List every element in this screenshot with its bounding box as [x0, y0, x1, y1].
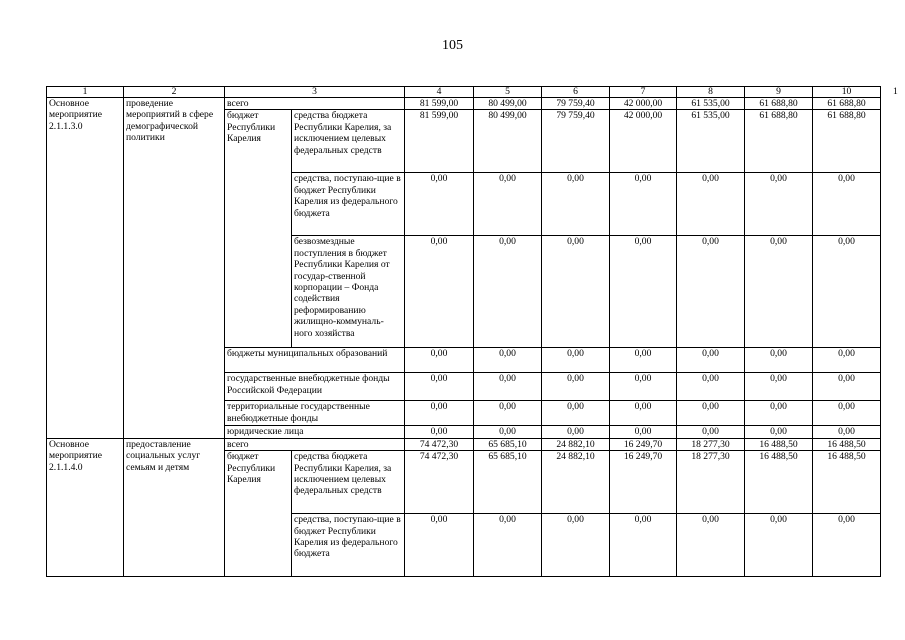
budget-group-label: бюджет Республики Карелия	[225, 451, 292, 577]
amount-cell: 0,00	[474, 173, 542, 236]
amount-cell: 74 472,30	[405, 451, 474, 514]
budget-group-label: бюджет Республики Карелия	[225, 110, 292, 348]
total-row	[47, 98, 881, 110]
funding-source-label: всего	[225, 438, 405, 450]
amount-cell: 0,00	[677, 514, 745, 577]
amount-cell: 0,00	[610, 401, 677, 426]
amount-cell: 80 499,00	[474, 110, 542, 173]
amount-cell: 0,00	[813, 401, 881, 426]
amount-cell: 0,00	[745, 426, 813, 438]
funding-subsource-label: средства бюджета Республики Карелия, за исключением целевых федеральных средств	[292, 110, 405, 173]
amount-cell: 80 499,00	[474, 98, 542, 110]
amount-cell: 0,00	[474, 401, 542, 426]
amount-cell: 0,00	[542, 173, 610, 236]
amount-cell: 0,00	[745, 514, 813, 577]
amount-cell: 0,00	[610, 348, 677, 373]
amount-cell: 61 535,00	[677, 98, 745, 110]
amount-cell: 0,00	[405, 173, 474, 236]
amount-cell: 0,00	[745, 236, 813, 348]
amount-cell: 0,00	[542, 401, 610, 426]
amount-cell: 0,00	[813, 348, 881, 373]
column-header: 3	[225, 87, 405, 98]
amount-cell: 79 759,40	[542, 110, 610, 173]
amount-cell: 0,00	[745, 401, 813, 426]
amount-cell: 0,00	[405, 514, 474, 577]
page-number: 105	[442, 38, 463, 53]
amount-cell: 61 688,80	[745, 110, 813, 173]
header-row	[47, 87, 881, 98]
amount-cell: 16 488,50	[813, 438, 881, 450]
amount-cell: 0,00	[813, 426, 881, 438]
budget-table	[46, 86, 881, 577]
funding-subsource-label: безвозмездные поступления в бюджет Республики Карелия от государ-ственной корпорации – Фонда содействия реформированию жилищно-коммуналь-ного хозяйства	[292, 236, 405, 348]
amount-cell: 0,00	[610, 514, 677, 577]
amount-cell: 0,00	[405, 401, 474, 426]
amount-cell: 74 472,30	[405, 438, 474, 450]
amount-cell: 0,00	[677, 348, 745, 373]
funding-subsource-label: средства, поступаю-щие в бюджет Республики Карелия из федерального бюджета	[292, 514, 405, 577]
funding-subsource-label: средства бюджета Республики Карелия, за исключением целевых федеральных средств	[292, 451, 405, 514]
amount-cell: 61 688,80	[813, 98, 881, 110]
column-header: 8	[677, 87, 745, 98]
column-header: 1	[47, 87, 124, 98]
amount-cell: 18 277,30	[677, 438, 745, 450]
amount-cell: 16 488,50	[813, 451, 881, 514]
amount-cell: 16 249,70	[610, 451, 677, 514]
amount-cell: 61 688,80	[745, 98, 813, 110]
activity-code: Основное мероприятие 2.1.1.3.0	[47, 98, 124, 439]
column-header: 6	[542, 87, 610, 98]
amount-cell: 42 000,00	[610, 110, 677, 173]
amount-cell: 24 882,10	[542, 451, 610, 514]
amount-cell: 0,00	[405, 373, 474, 401]
amount-cell: 0,00	[610, 173, 677, 236]
activity-name: проведение мероприятий в сфере демографической политики	[124, 98, 225, 439]
amount-cell: 0,00	[677, 373, 745, 401]
amount-cell: 0,00	[677, 426, 745, 438]
amount-cell: 0,00	[405, 348, 474, 373]
amount-cell: 24 882,10	[542, 438, 610, 450]
amount-cell: 0,00	[677, 173, 745, 236]
amount-cell: 16 488,50	[745, 451, 813, 514]
amount-cell: 81 599,00	[405, 110, 474, 173]
amount-cell: 0,00	[542, 373, 610, 401]
amount-cell: 0,00	[610, 236, 677, 348]
amount-cell: 0,00	[542, 514, 610, 577]
amount-cell: 16 488,50	[745, 438, 813, 450]
column-header: 7	[610, 87, 677, 98]
funding-source-label: государственные внебюджетные фонды Российской Федерации	[225, 373, 405, 401]
amount-cell: 0,00	[474, 426, 542, 438]
amount-cell: 0,00	[542, 348, 610, 373]
column-header: 4	[405, 87, 474, 98]
column-header: 10	[813, 87, 881, 98]
total-row	[47, 438, 881, 450]
funding-subsource-label: средства, поступаю-щие в бюджет Республики Карелия из федерального бюджета	[292, 173, 405, 236]
amount-cell: 0,00	[405, 236, 474, 348]
amount-cell: 18 277,30	[677, 451, 745, 514]
amount-cell: 79 759,40	[542, 98, 610, 110]
amount-cell: 16 249,70	[610, 438, 677, 450]
stray-header-number: 1	[893, 86, 898, 97]
amount-cell: 0,00	[813, 514, 881, 577]
amount-cell: 0,00	[474, 236, 542, 348]
amount-cell: 0,00	[610, 426, 677, 438]
activity-name: предоставление социальных услуг семьям и детям	[124, 438, 225, 576]
amount-cell: 0,00	[745, 348, 813, 373]
amount-cell: 0,00	[610, 373, 677, 401]
funding-source-label: территориальные государственные внебюджетные фонды	[225, 401, 405, 426]
amount-cell: 0,00	[405, 426, 474, 438]
amount-cell: 0,00	[745, 373, 813, 401]
amount-cell: 0,00	[813, 236, 881, 348]
amount-cell: 0,00	[813, 173, 881, 236]
amount-cell: 0,00	[677, 401, 745, 426]
funding-source-label: бюджеты муниципальных образований	[225, 348, 405, 373]
amount-cell: 42 000,00	[610, 98, 677, 110]
funding-source-label: всего	[225, 98, 405, 110]
amount-cell: 0,00	[474, 514, 542, 577]
amount-cell: 0,00	[813, 373, 881, 401]
amount-cell: 0,00	[745, 173, 813, 236]
amount-cell: 0,00	[474, 348, 542, 373]
amount-cell: 61 688,80	[813, 110, 881, 173]
column-header: 5	[474, 87, 542, 98]
funding-source-label: юридические лица	[225, 426, 405, 438]
amount-cell: 65 685,10	[474, 451, 542, 514]
amount-cell: 0,00	[474, 373, 542, 401]
activity-code: Основное мероприятие 2.1.1.4.0	[47, 438, 124, 576]
amount-cell: 0,00	[542, 426, 610, 438]
amount-cell: 0,00	[542, 236, 610, 348]
column-header: 2	[124, 87, 225, 98]
amount-cell: 61 535,00	[677, 110, 745, 173]
column-header: 9	[745, 87, 813, 98]
amount-cell: 0,00	[677, 236, 745, 348]
amount-cell: 81 599,00	[405, 98, 474, 110]
amount-cell: 65 685,10	[474, 438, 542, 450]
